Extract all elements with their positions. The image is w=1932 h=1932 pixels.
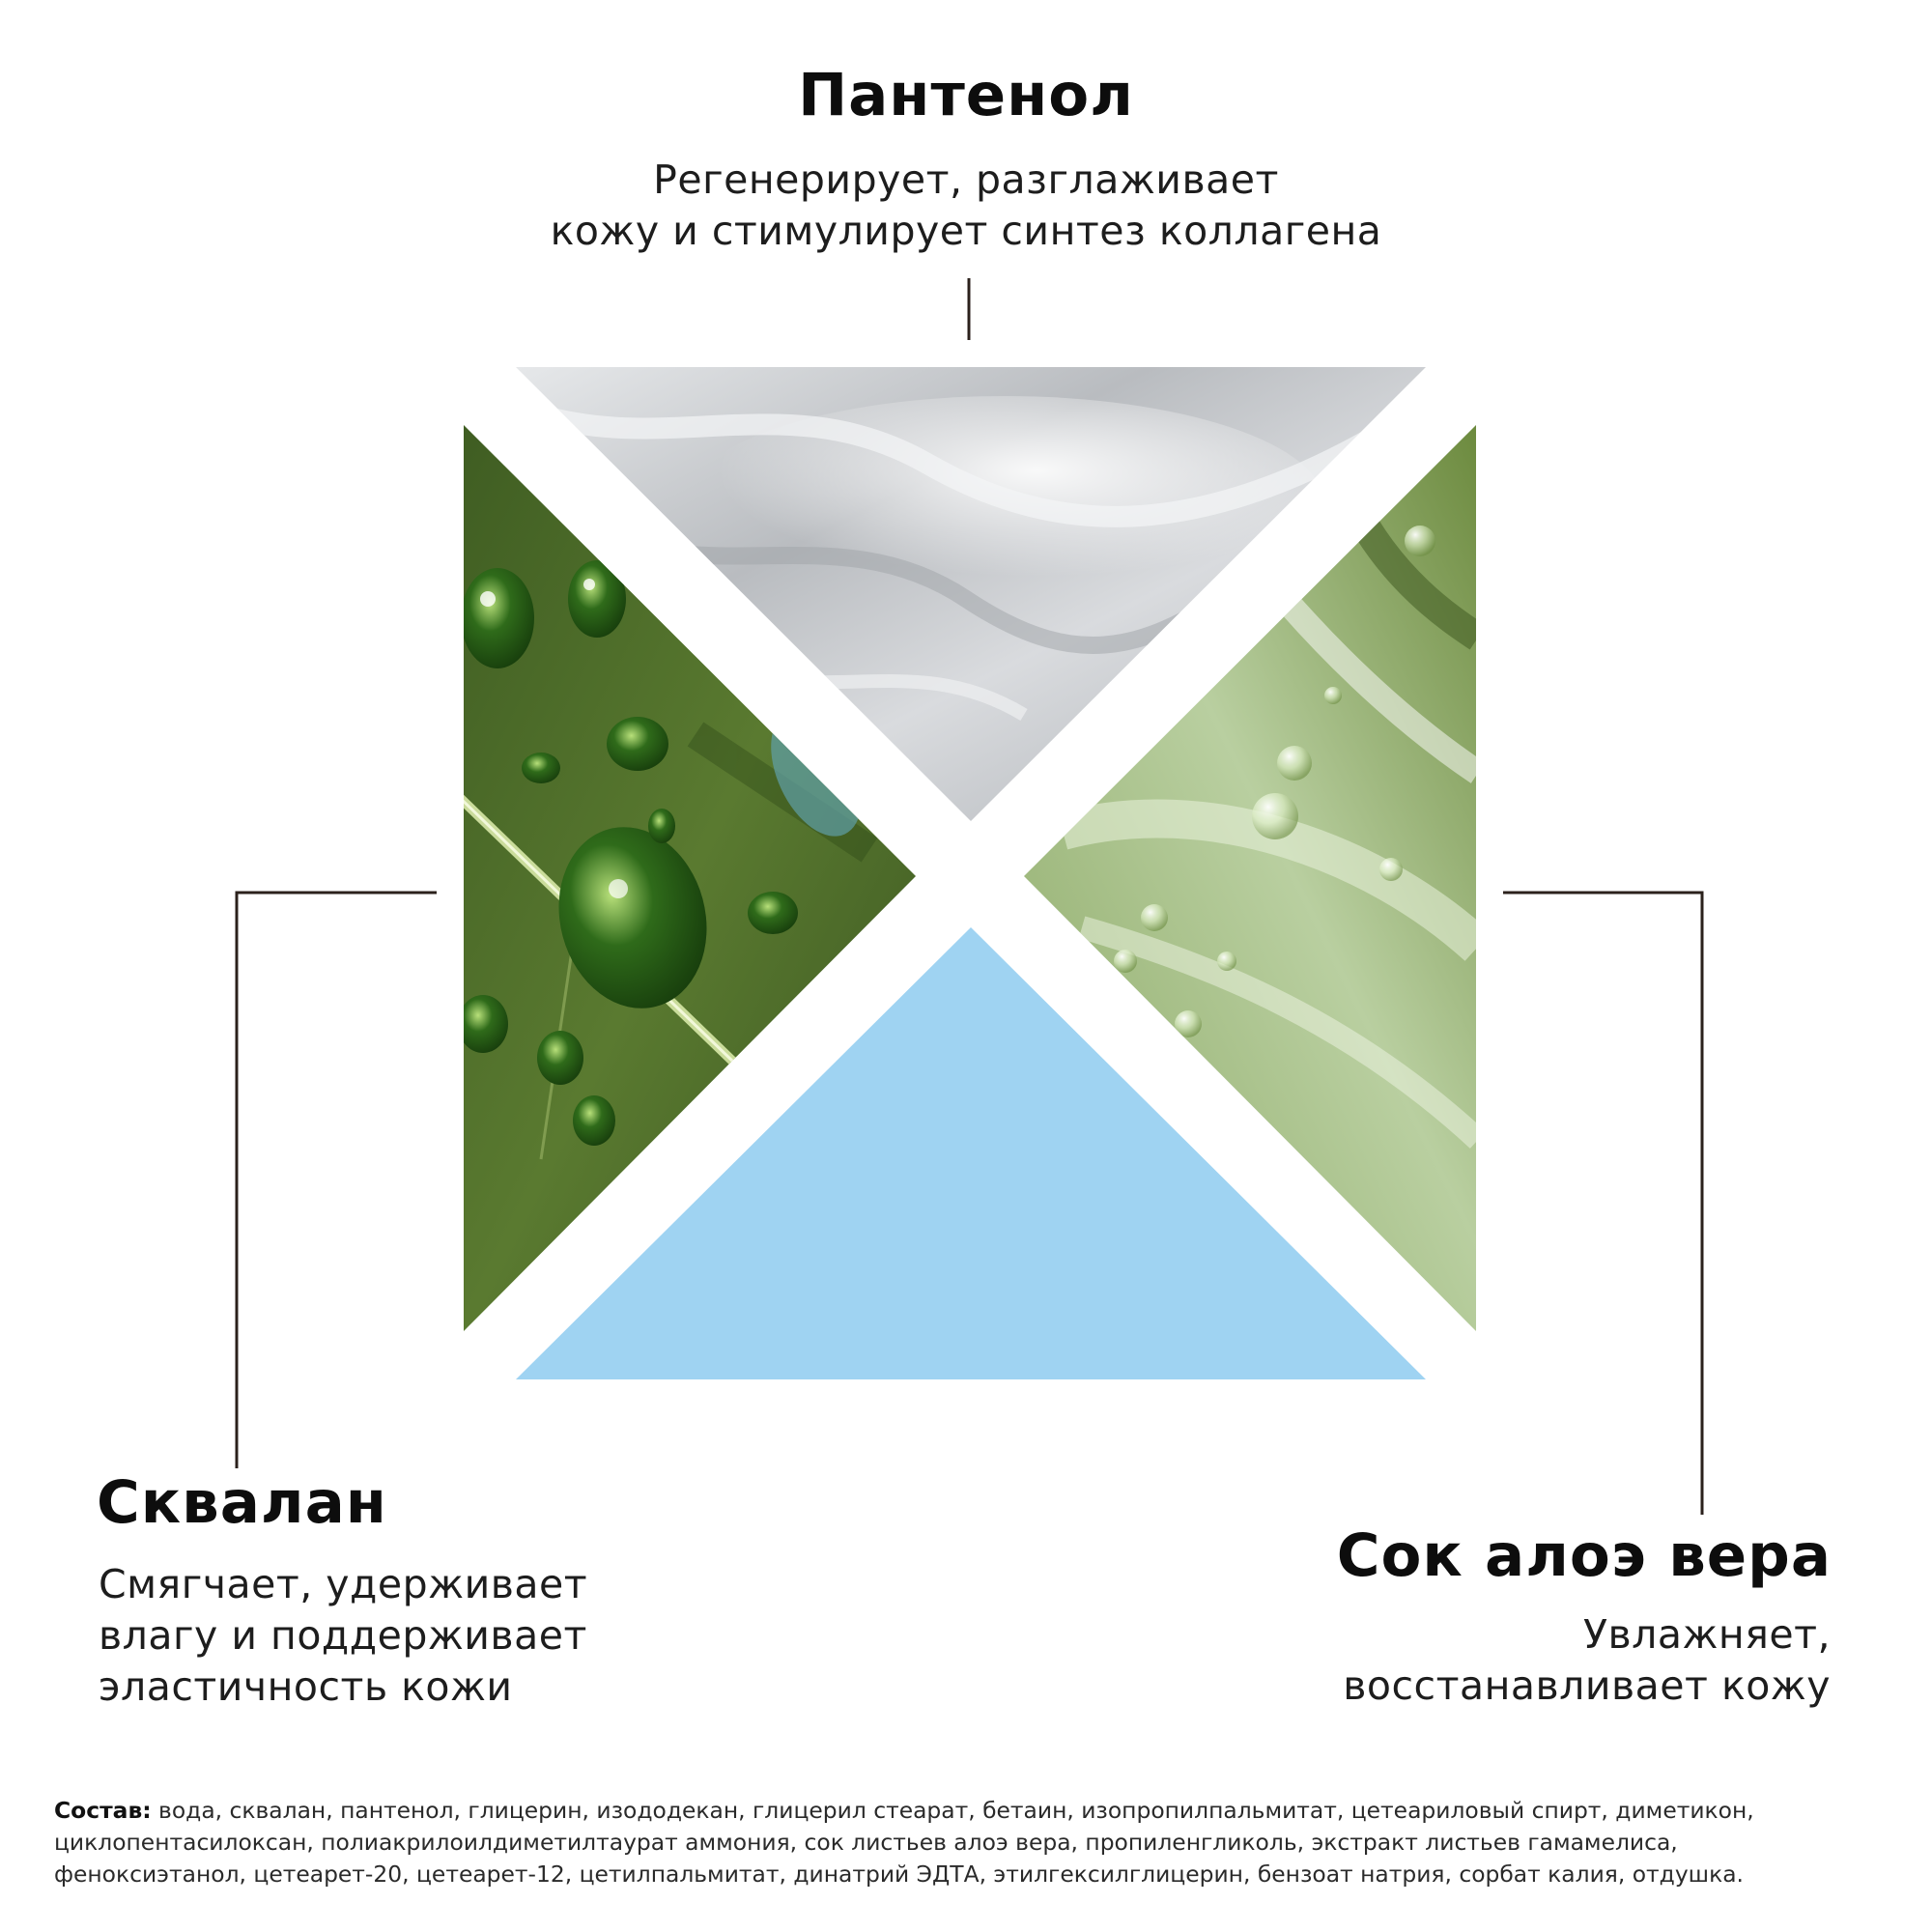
squalane-title: Сквалан [97, 1468, 387, 1537]
panthenol-description [0, 155, 1932, 257]
panthenol-description-line: кожу и стимулирует синтез коллагена [550, 208, 1382, 254]
composition-line [54, 1795, 1889, 1827]
aloe-title: Сок алоэ вера [1336, 1521, 1832, 1590]
composition-text [54, 1795, 1889, 1890]
panthenol-description-line: Регенерирует, разглаживает [653, 156, 1279, 203]
aloe-connector [1503, 893, 1702, 1515]
composition-line-text: вода, сквалан, пантенол, глицерин, изододекан, глицерил стеарат, бетаин, изопропилпальмитат, цетеариловый спирт, диметикон, [151, 1797, 1754, 1824]
squalane-connector [237, 893, 437, 1468]
composition-line: циклопентасилоксан, полиакрилоилдиметилтаурат аммония, сок листьев алоэ вера, пропиленгликоль, экстракт листьев гамамелиса, [54, 1829, 1678, 1856]
composition-line: феноксиэтанол, цетеарет-20, цетеарет-12, цетилпальмитат, динатрий ЭДТА, этилгексилглицерин, бензоат натрия, сорбат калия, отдушка. [54, 1861, 1744, 1888]
composition-label: Состав: [54, 1797, 152, 1824]
squalane-description-line: влагу и поддерживает [99, 1612, 587, 1659]
aloe-description-line: восстанавливает кожу [1343, 1662, 1831, 1709]
squalane-description [99, 1559, 587, 1713]
panthenol-title: Пантенол [798, 61, 1134, 129]
aloe-description [1343, 1609, 1831, 1712]
squalane-description-line: эластичность кожи [99, 1663, 513, 1710]
squalane-description-line: Смягчает, удерживает [99, 1561, 588, 1607]
aloe-description-line: Увлажняет, [1582, 1611, 1831, 1658]
